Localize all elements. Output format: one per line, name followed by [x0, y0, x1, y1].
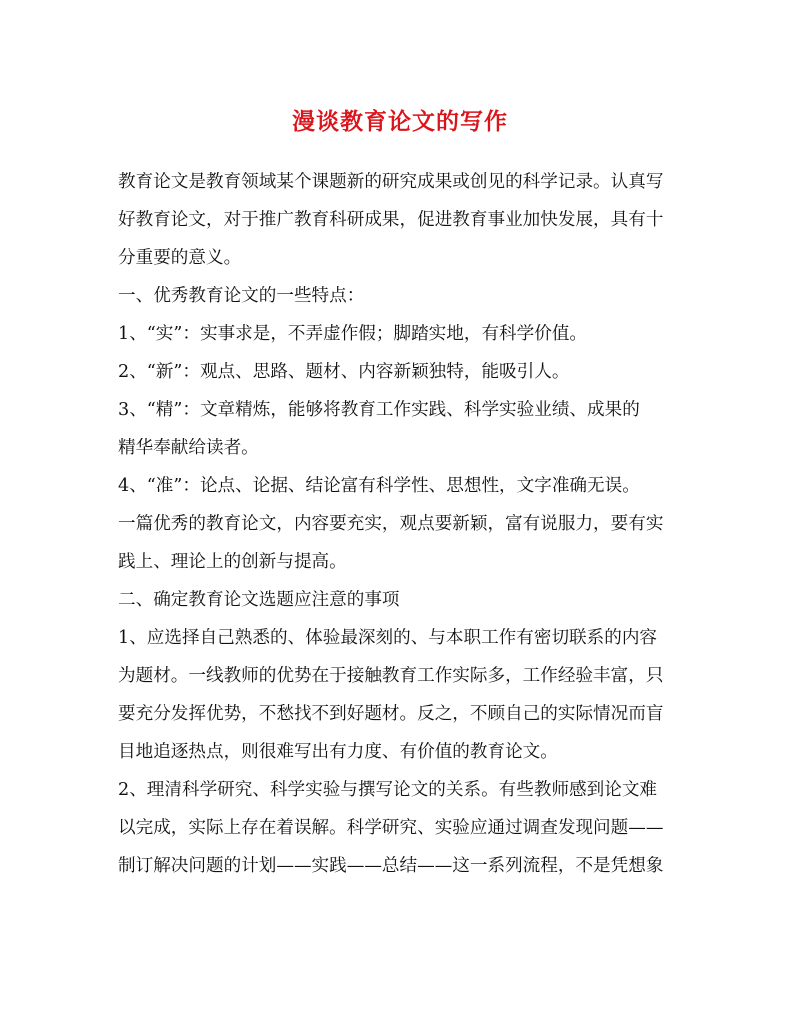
body-line: 精华奉献给读者。: [118, 438, 259, 458]
document-body: [118, 172, 684, 894]
body-line: 为题材。一线教师的优势在于接触教育工作实际多，工作经验丰富，只: [118, 666, 664, 686]
body-line: 好教育论文，对于推广教育科研成果，促进教育事业加快发展，具有十: [118, 210, 664, 230]
body-line: 目地追逐热点，则很难写出有力度、有价值的教育论文。: [118, 742, 558, 762]
list-item: 1、应选择自己熟悉的、体验最深刻的、与本职工作有密切联系的内容: [118, 628, 658, 648]
body-line: 教育论文是教育领域某个课题新的研究成果或创见的科学记录。认真写: [118, 172, 664, 192]
body-line: 制订解决问题的计划——实践——总结——这一系列流程，不是凭想象: [118, 856, 664, 876]
list-item: 2、理清科学研究、科学实验与撰写论文的关系。有些教师感到论文难: [118, 780, 658, 800]
list-item: 3、“精”：文章精炼，能够将教育工作实践、科学实验业绩、成果的: [118, 400, 640, 420]
body-line: 以完成，实际上存在着误解。科学研究、实验应通过调查发现问题——: [118, 818, 664, 838]
section-heading: 一、优秀教育论文的一些特点：: [118, 286, 365, 306]
body-line: 一篇优秀的教育论文，内容要充实，观点要新颖，富有说服力，要有实: [118, 514, 664, 534]
document-title: 漫谈教育论文的写作: [292, 108, 508, 135]
list-item: 2、“新”：观点、思路、题材、内容新颖独特，能吸引人。: [118, 362, 570, 382]
body-line: 要充分发挥优势，不愁找不到好题材。反之，不顾自己的实际情况而盲: [118, 704, 664, 724]
list-item: 1、“实”：实事求是，不弄虚作假；脚踏实地，有科学价值。: [118, 324, 588, 344]
list-item: 4、“准”：论点、论据、结论富有科学性、思想性，文字准确无误。: [118, 476, 640, 496]
section-heading: 二、确定教育论文选题应注意的事项: [118, 590, 400, 610]
body-line: 践上、理论上的创新与提高。: [118, 552, 347, 572]
body-line: 分重要的意义。: [118, 248, 242, 268]
